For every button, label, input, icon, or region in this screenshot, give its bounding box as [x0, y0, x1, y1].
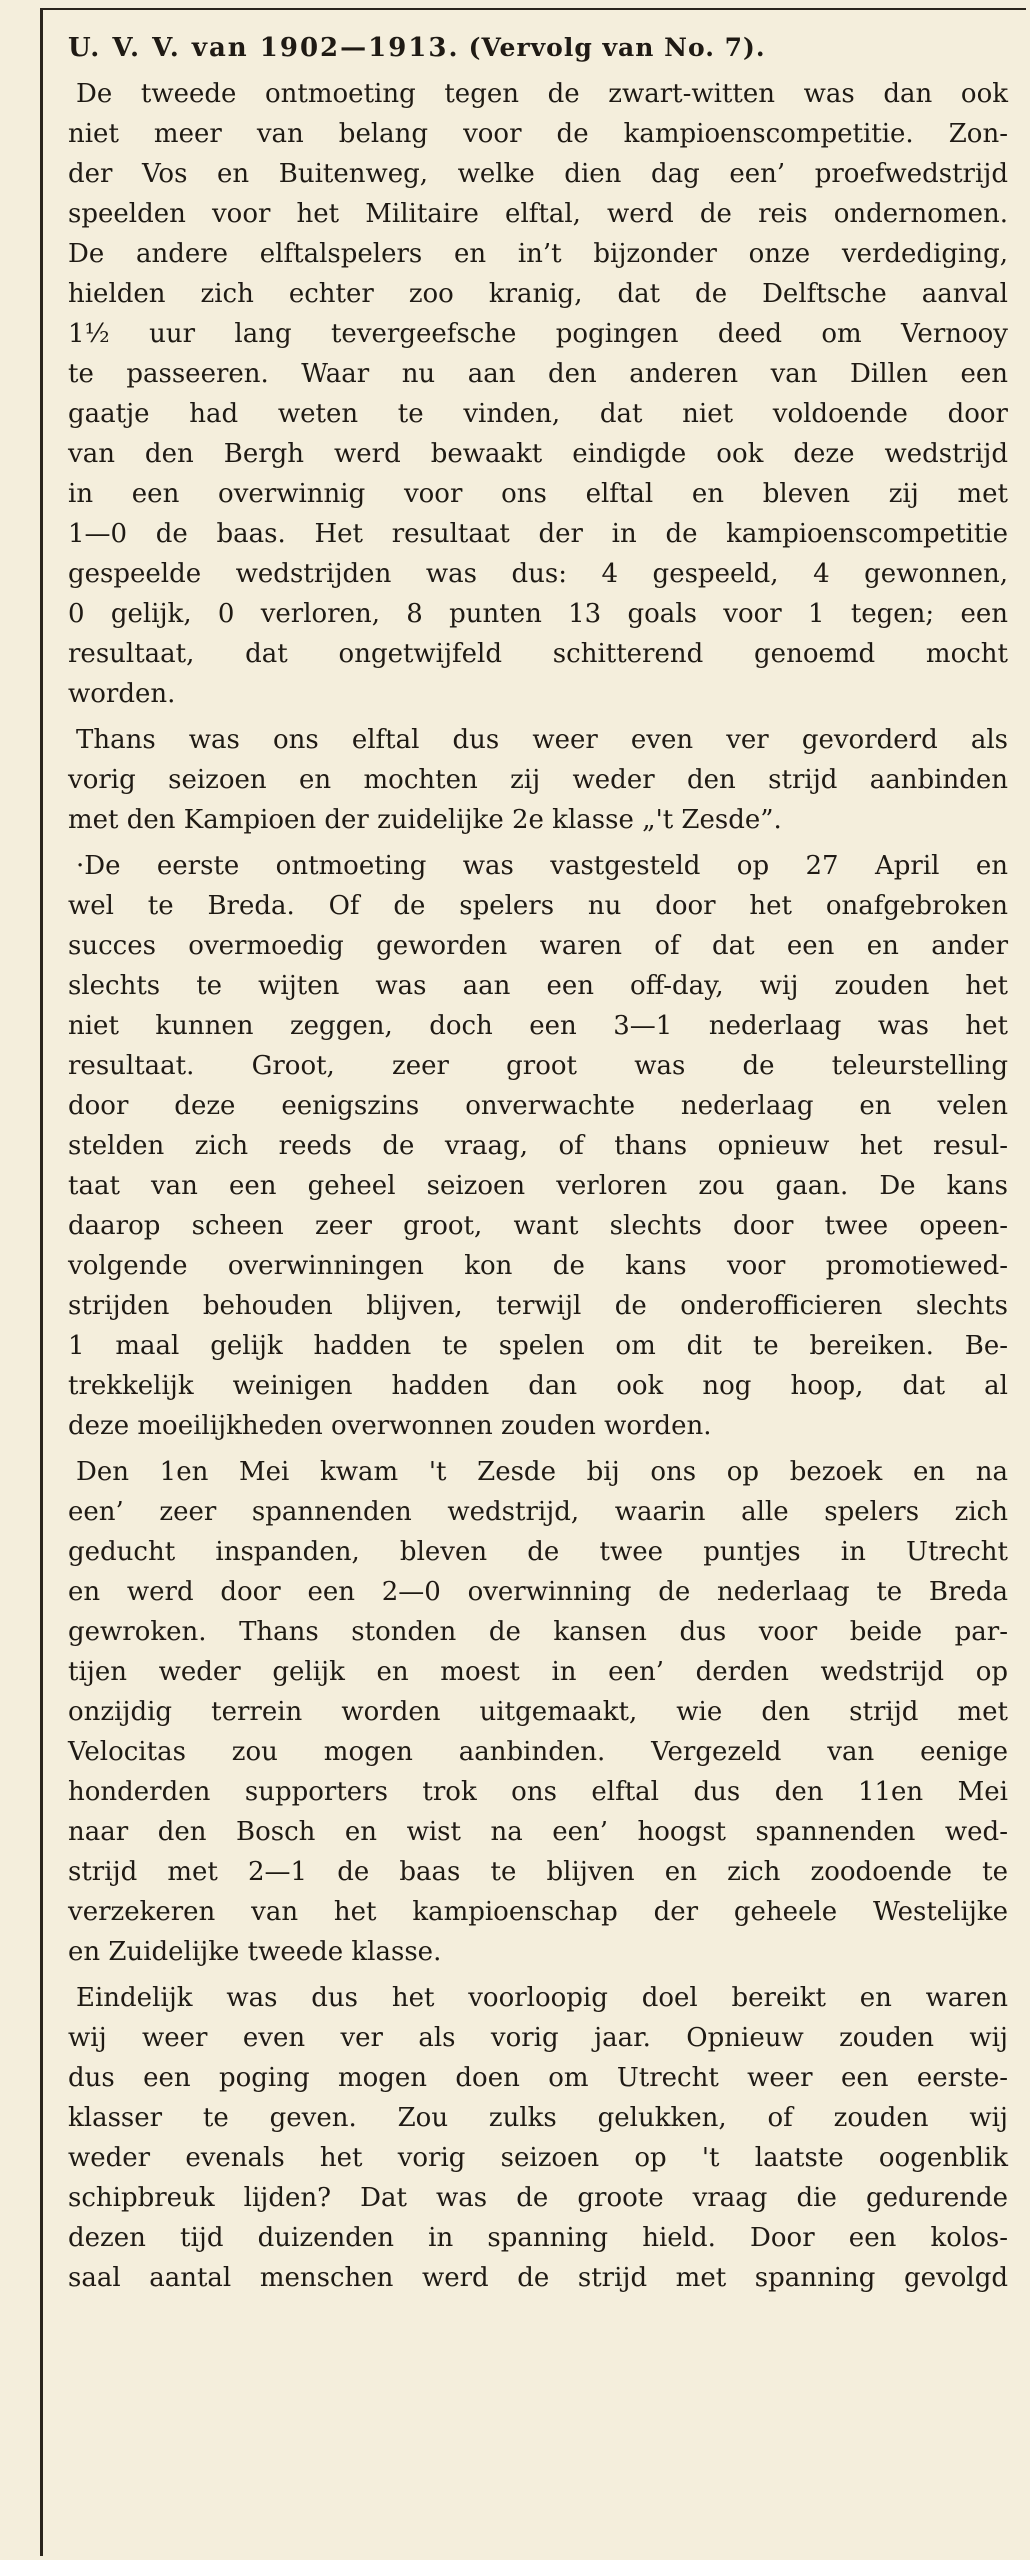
- text-line: en Zuidelijke tweede klasse.: [68, 1937, 442, 1967]
- article-subtitle: (Vervolg van No. 7).: [468, 33, 766, 62]
- article-body: [68, 74, 1008, 2298]
- text-line: deze moeilijkheden overwonnen zouden worden.: [68, 1411, 712, 1441]
- article-title: U. V. V. van 1902—1913.: [68, 33, 460, 63]
- text-line: worden.: [68, 679, 176, 709]
- text-line: niet kunnen zeggen, doch een 3—1 nederlaag was het: [68, 1011, 1008, 1041]
- text-line: trekkelijk weinigen hadden dan ook nog hoop, dat al: [68, 1371, 1008, 1401]
- text-line: met den Kampioen der zuidelijke 2e klasse „'t Zesde”.: [68, 805, 782, 835]
- text-line: strijd met 2—1 de baas te blijven en zich zoodoende te: [68, 1857, 1008, 1887]
- text-line: taat van een geheel seizoen verloren zou gaan. De kans: [68, 1171, 1008, 1201]
- text-line: verzekeren van het kampioenschap der geheele Westelijke: [68, 1897, 1008, 1927]
- text-line: wel te Breda. Of de spelers nu door het onafgebroken: [68, 891, 1008, 921]
- text-line: dus een poging mogen doen om Utrecht weer een eerste-: [68, 2063, 1008, 2093]
- text-line: vorig seizoen en mochten zij weder den strijd aanbinden: [68, 765, 1008, 795]
- text-line: slechts te wijten was aan een off-day, wij zouden het: [68, 971, 1008, 1001]
- top-rule: [40, 8, 1026, 10]
- text-line: der Vos en Buitenweg, welke dien dag een’ proefwedstrijd: [68, 159, 1008, 189]
- text-line: honderden supporters trok ons elftal dus den 11en Mei: [68, 1777, 1008, 1807]
- text-line: De tweede ontmoeting tegen de zwart-witten was dan ook: [76, 79, 1008, 109]
- article: [68, 22, 1008, 2298]
- text-line: van den Bergh werd bewaakt eindigde ook deze wedstrijd: [68, 439, 1008, 469]
- text-line: door deze eenigszins onverwachte nederlaag en velen: [68, 1091, 1008, 1121]
- text-line: een’ zeer spannenden wedstrijd, waarin alle spelers zich: [68, 1497, 1008, 1527]
- text-line: onzijdig terrein worden uitgemaakt, wie den strijd met: [68, 1697, 1008, 1727]
- paragraph: [68, 1978, 1008, 2298]
- text-line: 1—0 de baas. Het resultaat der in de kampioenscompetitie: [68, 519, 1008, 549]
- text-line: wij weer even ver als vorig jaar. Opnieuw zouden wij: [68, 2023, 1008, 2053]
- text-line: in een overwinnig voor ons elftal en bleven zij met: [68, 479, 1008, 509]
- text-line: resultaat. Groot, zeer groot was de teleurstelling: [68, 1051, 1008, 1081]
- text-line: naar den Bosch en wist na een’ hoogst spannenden wed-: [68, 1817, 1008, 1847]
- text-line: Den 1en Mei kwam 't Zesde bij ons op bezoek en na: [76, 1457, 1008, 1487]
- text-line: en werd door een 2—0 overwinning de nederlaag te Breda: [68, 1577, 1008, 1607]
- text-line: geducht inspanden, bleven de twee puntjes in Utrecht: [68, 1537, 1008, 1567]
- text-line: hielden zich echter zoo kranig, dat de Delftsche aanval: [68, 279, 1008, 309]
- text-line: 0 gelijk, 0 verloren, 8 punten 13 goals voor 1 tegen; een: [68, 599, 1008, 629]
- paragraph: [68, 846, 1008, 1446]
- text-line: gewroken. Thans stonden de kansen dus voor beide par-: [68, 1617, 1008, 1647]
- text-line: klasser te geven. Zou zulks gelukken, of zouden wij: [68, 2103, 1008, 2133]
- paragraph: [68, 74, 1008, 714]
- article-heading: [68, 22, 1008, 74]
- text-line: De andere elftalspelers en in’t bijzonder onze verdediging,: [68, 239, 1008, 269]
- left-column-rule: [40, 8, 43, 2556]
- paragraph: [68, 1452, 1008, 1972]
- text-line: volgende overwinningen kon de kans voor promotiewed-: [68, 1251, 1008, 1281]
- paragraph: [68, 720, 1008, 840]
- text-line: weder evenals het vorig seizoen op 't laatste oogenblik: [68, 2143, 1008, 2173]
- text-line: tijen weder gelijk en moest in een’ derden wedstrijd op: [68, 1657, 1008, 1687]
- text-line: stelden zich reeds de vraag, of thans opnieuw het resul-: [68, 1131, 1008, 1161]
- text-line: Thans was ons elftal dus weer even ver gevorderd als: [76, 725, 1008, 755]
- text-line: dezen tijd duizenden in spanning hield. Door een kolos-: [68, 2223, 1008, 2253]
- text-line: resultaat, dat ongetwijfeld schitterend genoemd mocht: [68, 639, 1008, 669]
- text-line: gespeelde wedstrijden was dus: 4 gespeeld, 4 gewonnen,: [68, 559, 1008, 589]
- text-line: niet meer van belang voor de kampioenscompetitie. Zon-: [68, 119, 1008, 149]
- text-line: schipbreuk lijden? Dat was de groote vraag die gedurende: [68, 2183, 1008, 2213]
- text-line: saal aantal menschen werd de strijd met spanning gevolgd: [68, 2263, 1008, 2293]
- text-line: succes overmoedig geworden waren of dat een en ander: [68, 931, 1008, 961]
- text-line: Velocitas zou mogen aanbinden. Vergezeld van eenige: [68, 1737, 1008, 1767]
- text-line: ·De eerste ontmoeting was vastgesteld op 27 April en: [76, 851, 1008, 881]
- text-line: te passeeren. Waar nu aan den anderen van Dillen een: [68, 359, 1008, 389]
- text-line: gaatje had weten te vinden, dat niet voldoende door: [68, 399, 1008, 429]
- text-line: 1½ uur lang tevergeefsche pogingen deed om Vernooy: [68, 319, 1008, 349]
- text-line: 1 maal gelijk hadden te spelen om dit te bereiken. Be-: [68, 1331, 1008, 1361]
- text-line: Eindelijk was dus het voorloopig doel bereikt en waren: [76, 1983, 1008, 2013]
- text-line: strijden behouden blijven, terwijl de onderofficieren slechts: [68, 1291, 1008, 1321]
- text-line: speelden voor het Militaire elftal, werd de reis ondernomen.: [68, 199, 1008, 229]
- text-line: daarop scheen zeer groot, want slechts door twee opeen-: [68, 1211, 1008, 1241]
